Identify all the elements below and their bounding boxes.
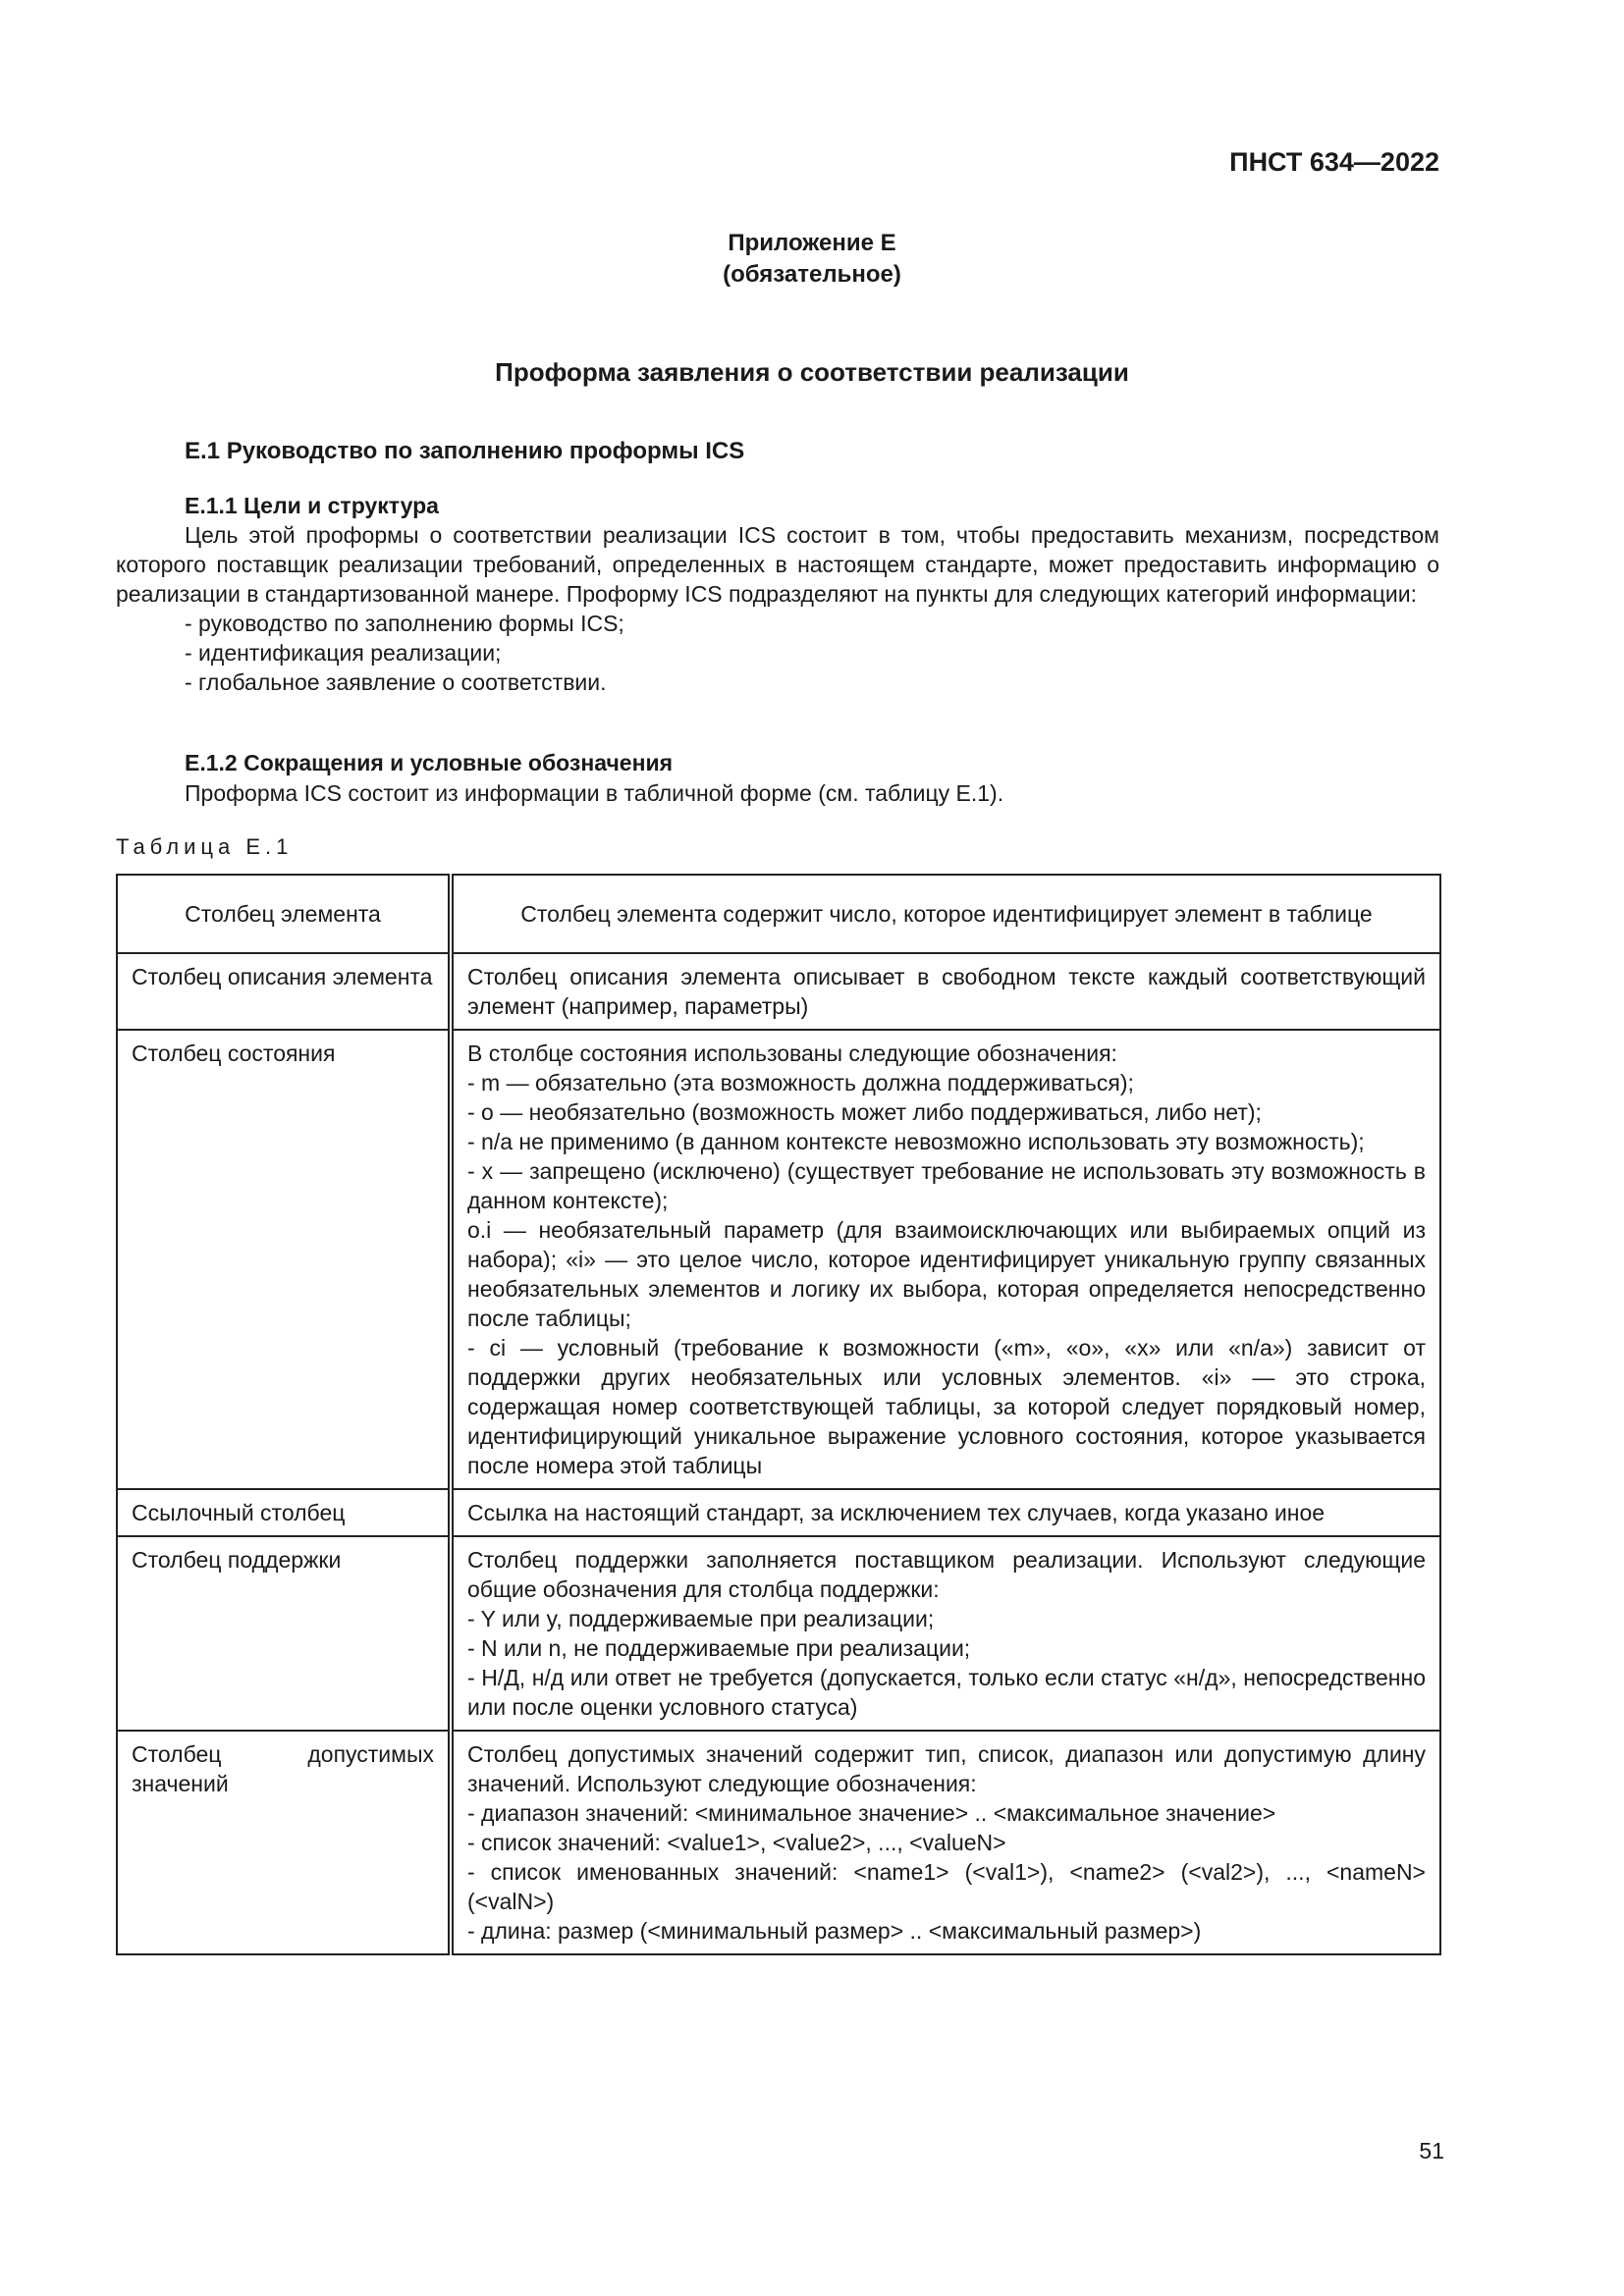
cell-line: - m — обязательно (эта возможность должна поддерживаться); [467,1070,1134,1095]
element-column-cell: Столбец допустимых значений [117,1731,451,1954]
list-item: - глобальное заявление о соответствии. [185,669,607,695]
cell-line: Столбец элемента содержит число, которое идентифицирует элемент в таблице [520,901,1373,927]
list-item: - идентификация реализации; [185,640,502,666]
cell-line: - N или n, не поддерживаемые при реализации; [467,1635,971,1661]
table-row [117,1489,1440,1536]
cell-line: - n/a не применимо (в данном контексте невозможно использовать эту возможность); [467,1129,1365,1154]
description-cell [451,1489,1440,1536]
description-cell [451,953,1440,1030]
cell-line: - Y или y, поддерживаемые при реализации; [467,1606,935,1631]
cell-line: - диапазон значений: <минимальное значение> .. <максимальное значение> [467,1800,1276,1826]
cell-line: - длина: размер (<минимальный размер> .. <максимальный размер>) [467,1918,1202,1944]
section-e12-paragraph: Проформа ICS состоит из информации в табличной форме (см. таблицу Е.1). [185,780,1004,806]
section-e11-paragraph: Цель этой проформы о соответствии реализации ICS состоит в том, чтобы предоставить механизм, посредством которого поставщик реализации требований, определенных в настоящем стандарте, может предоставить информацию о реализации в стандартизованной манере. Проформу ICS подразделяют на пункты для следующих категорий информации: [116,522,1439,607]
document-code: ПНСТ 634—2022 [1229,147,1439,177]
cell-line: - x — запрещено (исключено) (существует требование не использовать эту возможность в данном контексте); [467,1158,1426,1213]
section-e12-body [116,778,1439,808]
element-column-cell: Столбец состояния [117,1030,451,1489]
appendix-title: Приложение Е [728,230,896,256]
cell-line: Столбец поддержки заполняется поставщиком реализации. Используют следующие общие обозначения для столбца поддержки: [467,1547,1426,1602]
table-row [117,875,1440,953]
section-e1-heading: Е.1 Руководство по заполнению проформы ICS [185,438,745,464]
page-number: 51 [1419,2138,1444,2163]
list-item: - руководство по заполнению формы ICS; [185,611,624,636]
element-column-cell: Столбец описания элемента [117,953,451,1030]
table-caption: Таблица Е.1 [116,834,294,859]
table-row [117,953,1440,1030]
definitions-table [116,874,1441,1955]
appendix-status: (обязательное) [723,261,901,288]
table-row [117,1731,1440,1954]
description-cell [451,875,1440,953]
table-row [117,1536,1440,1731]
cell-line: - o — необязательно (возможность может либо поддерживаться, либо нет); [467,1099,1262,1125]
section-e12-heading: Е.1.2 Сокращения и условные обозначения [185,750,674,775]
cell-line: - Н/Д, н/д или ответ не требуется (допускается, только если статус «н/д», непосредственно или после оценки условного статуса) [467,1665,1426,1720]
cell-line: - ci — условный (требование к возможности («m», «o», «x» или «n/a») зависит от поддержки других необязательных или условных элементов. «i» — это строка, содержащая номер соответствующей таблицы, за которой следует порядковый номер, идентифицирующий уникальное выражение условного состояния, которое указывается после номера этой таблицы [467,1335,1426,1478]
cell-line: Ссылка на настоящий стандарт, за исключением тех случаев, когда указано иное [467,1500,1326,1525]
cell-line: o.i — необязательный параметр (для взаимоисключающих или выбираемых опций из набора); «i» — это целое число, которое идентифицирует уникальную группу связанных необязательных элементов и логику их выбора, которая определяется непосредственно после таблицы; [467,1217,1426,1331]
description-cell [451,1030,1440,1489]
description-cell [451,1731,1440,1954]
main-title: Проформа заявления о соответствии реализации [495,357,1129,387]
table-row [117,1030,1440,1489]
cell-line: - список значений: <value1>, <value2>, ..., <valueN> [467,1830,1006,1855]
element-column-cell: Столбец элемента [117,875,451,953]
section-e11-heading: Е.1.1 Цели и структура [185,493,439,518]
element-column-cell: Ссылочный столбец [117,1489,451,1536]
element-column-cell: Столбец поддержки [117,1536,451,1731]
section-e11-body [116,520,1439,697]
section-e11-list [116,609,1439,697]
cell-line: - список именованных значений: <name1> (<val1>), <name2> (<val2>), ..., <nameN> (<valN>) [467,1859,1426,1914]
description-cell [451,1536,1440,1731]
cell-line: Столбец описания элемента описывает в свободном тексте каждый соответствующий элемент (например, параметры) [467,964,1426,1019]
appendix-heading [0,228,1624,291]
cell-line: Столбец допустимых значений содержит тип, список, диапазон или допустимую длину значений. Используют следующие обозначения: [467,1741,1426,1796]
cell-line: В столбце состояния использованы следующие обозначения: [467,1041,1117,1066]
